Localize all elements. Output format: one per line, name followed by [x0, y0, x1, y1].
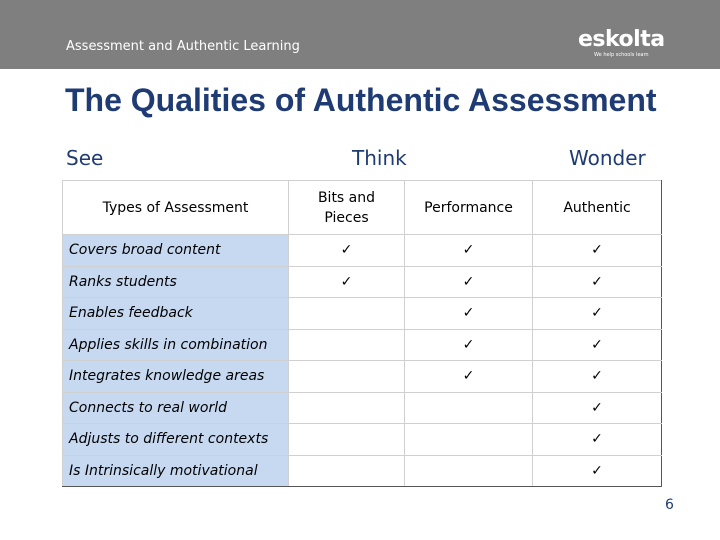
check-bits — [289, 424, 405, 456]
checkmark-icon: ✓ — [462, 336, 475, 353]
check-bits — [289, 298, 405, 330]
table-row — [63, 361, 662, 393]
checkmark-icon: ✓ — [340, 273, 353, 290]
row-label: Adjusts to different contexts — [63, 424, 289, 456]
check-authentic — [533, 392, 662, 424]
table-row — [63, 455, 662, 487]
check-authentic — [533, 455, 662, 487]
eskolta-logo — [578, 26, 668, 62]
checkmark-icon: ✓ — [340, 242, 353, 259]
subhead-think: Think — [352, 146, 407, 170]
check-authentic — [533, 266, 662, 298]
header-performance: Performance — [405, 181, 533, 235]
check-performance — [405, 424, 533, 456]
check-authentic — [533, 424, 662, 456]
checkmark-icon: ✓ — [591, 242, 603, 259]
check-bits — [289, 235, 405, 267]
check-performance — [405, 455, 533, 487]
row-label: Connects to real world — [63, 392, 289, 424]
row-label: Ranks students — [63, 266, 289, 298]
subhead-wonder: Wonder — [569, 146, 646, 170]
table-row — [63, 424, 662, 456]
header-authentic: Authentic — [533, 181, 662, 235]
checkmark-icon: ✓ — [591, 431, 603, 448]
table-row — [63, 266, 662, 298]
checkmark-icon: ✓ — [462, 273, 475, 290]
row-label: Enables feedback — [63, 298, 289, 330]
check-bits — [289, 392, 405, 424]
row-label: Covers broad content — [63, 235, 289, 267]
header-bar — [0, 0, 720, 69]
check-bits — [289, 361, 405, 393]
check-authentic — [533, 329, 662, 361]
checkmark-icon: ✓ — [462, 305, 475, 322]
check-performance — [405, 235, 533, 267]
row-label: Is Intrinsically motivational — [63, 455, 289, 487]
assessment-comparison-table — [62, 180, 662, 487]
table-row — [63, 298, 662, 330]
checkmark-icon: ✓ — [591, 399, 603, 416]
subhead-see: See — [66, 146, 104, 170]
check-bits — [289, 329, 405, 361]
table-row — [63, 392, 662, 424]
table-row — [63, 329, 662, 361]
check-authentic — [533, 361, 662, 393]
checkmark-icon: ✓ — [462, 368, 475, 385]
header-bits-and-pieces — [289, 181, 405, 235]
header-title: Assessment and Authentic Learning — [66, 39, 300, 54]
check-authentic — [533, 298, 662, 330]
row-label: Applies skills in combination — [63, 329, 289, 361]
header-types-of-assessment: Types of Assessment — [63, 181, 289, 235]
table-header-row — [63, 181, 662, 235]
checkmark-icon: ✓ — [591, 305, 603, 322]
page-number: 6 — [665, 497, 674, 513]
header-bits-and-pieces-text: Bits and Pieces — [317, 189, 376, 226]
logo-tagline: We help schools learn — [594, 52, 649, 58]
checkmark-icon: ✓ — [591, 336, 603, 353]
table-body — [63, 235, 662, 487]
checkmark-icon: ✓ — [591, 462, 603, 479]
table-row — [63, 235, 662, 267]
checkmark-icon: ✓ — [591, 368, 603, 385]
check-bits — [289, 455, 405, 487]
row-label: Integrates knowledge areas — [63, 361, 289, 393]
check-authentic — [533, 235, 662, 267]
check-performance — [405, 266, 533, 298]
check-bits — [289, 266, 405, 298]
check-performance — [405, 329, 533, 361]
check-performance — [405, 361, 533, 393]
logo-wordmark: eskolta — [578, 27, 665, 52]
slide-title: The Qualities of Authentic Assessment — [65, 82, 657, 118]
check-performance — [405, 298, 533, 330]
check-performance — [405, 392, 533, 424]
checkmark-icon: ✓ — [591, 273, 603, 290]
checkmark-icon: ✓ — [462, 242, 475, 259]
